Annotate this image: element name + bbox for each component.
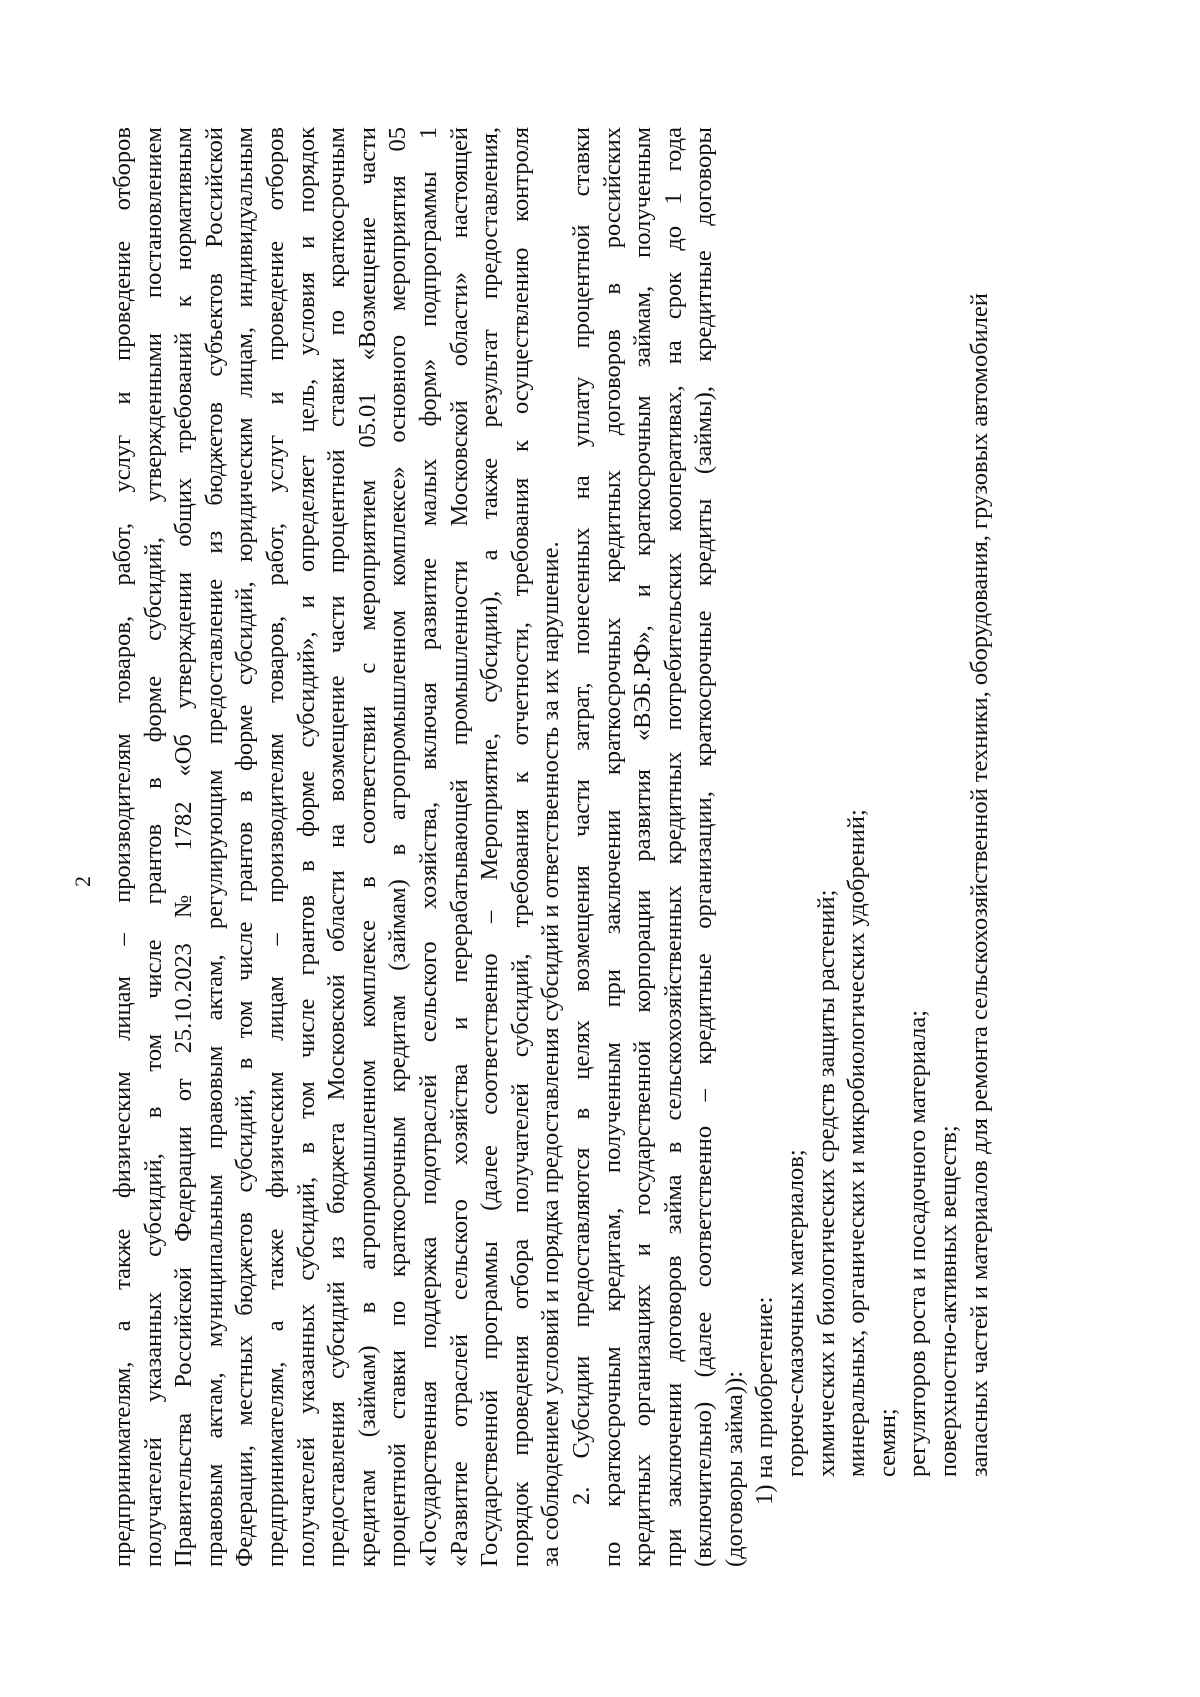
- text-line: предпринимателям, а также физическим лицам – производителям товаров, работ, услуг и проведение отборов: [109, 127, 136, 1567]
- text-line: (включительно) (далее соответственно – кредитные организации, краткосрочные кредиты (займы), кредитные договоры: [690, 127, 718, 1567]
- text-line: кредитных организациях и государственной корпорации развития «ВЭБ.РФ», и краткосрочным займам, полученным: [629, 127, 657, 1567]
- text-line: получателей указанных субсидий, в том числе грантов в форме субсидий, утвержденными постановлением: [139, 127, 167, 1567]
- paragraph-2-first-line: 2. Субсидии предоставляются в целях возмещения части затрат, понесенных на уплату процентной ставки: [567, 127, 595, 1505]
- text-line: порядок проведения отбора получателей субсидий, требования к отчетности, требования к осуществлению контроля: [506, 127, 534, 1567]
- list-item: химических и биологических средств защиты растений;: [812, 889, 840, 1477]
- list-heading: 1) на приобретение:: [751, 1296, 779, 1505]
- text-line: «Государственная поддержка подотраслей сельского хозяйства, включая развитие малых форм» подпрограммы 1: [414, 127, 442, 1567]
- text-line: Правительства Российской Федерации от 25.10.2023 № 1782 «Об утверждении общих требований к нормативным: [170, 127, 198, 1567]
- list-item: семян;: [873, 1408, 901, 1477]
- page-number: 2: [70, 876, 95, 887]
- list-item: горюче-смазочных материалов;: [782, 1149, 810, 1477]
- list-item: поверхностно-активных веществ;: [935, 1125, 963, 1477]
- text-line: при заключении договоров займа в сельскохозяйственных кредитных потребительских кооперативах, на срок до 1 года: [659, 127, 687, 1567]
- text-line: получателей указанных субсидий, в том числе грантов в форме субсидий», и определяет цель, условия и порядок: [292, 127, 320, 1567]
- text-line: процентной ставки по краткосрочным кредитам (займам) в агропромышленном комплексе» основного мероприятия 05: [384, 127, 412, 1567]
- text-line: за соблюдением условий и порядка предоставления субсидий и ответственность за их нарушение.: [537, 541, 565, 1567]
- text-line: по краткосрочным кредитам, полученным при заключении краткосрочных кредитных договоров в российских: [598, 127, 626, 1567]
- body-text: [108, 127, 995, 1567]
- text-line: Государственной программы (далее соответственно – Мероприятие, субсидии), а также результат предоставления,: [476, 127, 504, 1567]
- text-line: «Развитие отраслей сельского хозяйства и перерабатывающей промышленности Московской области» настоящей: [445, 127, 473, 1567]
- text-line: кредитам (займам) в агропромышленном комплексе в соответствии с мероприятием 05.01 «Возмещение части: [353, 127, 381, 1567]
- text-line: (договоры займа)):: [720, 1370, 748, 1567]
- text-line: предпринимателям, а также физическим лицам – производителям товаров, работ, услуг и проведение отборов: [261, 127, 289, 1567]
- list-item: регуляторов роста и посадочного материала;: [904, 1009, 932, 1477]
- list-item: минеральных, органических и микробиологических удобрений;: [843, 809, 871, 1477]
- text-line: Федерации, местных бюджетов субсидий, в том числе грантов в форме субсидий, юридическим лицам, индивидуальным: [231, 127, 259, 1567]
- text-line: правовым актам, муниципальным правовым актам, регулирующим предоставление из бюджетов субъектов Российской: [200, 127, 228, 1567]
- text-line: предоставления субсидий из бюджета Московской области на возмещение части процентной ставки по краткосрочным: [323, 127, 351, 1567]
- list-item: запасных частей и материалов для ремонта сельскохозяйственной техники, оборудования, грузовых автомобилей: [965, 293, 993, 1477]
